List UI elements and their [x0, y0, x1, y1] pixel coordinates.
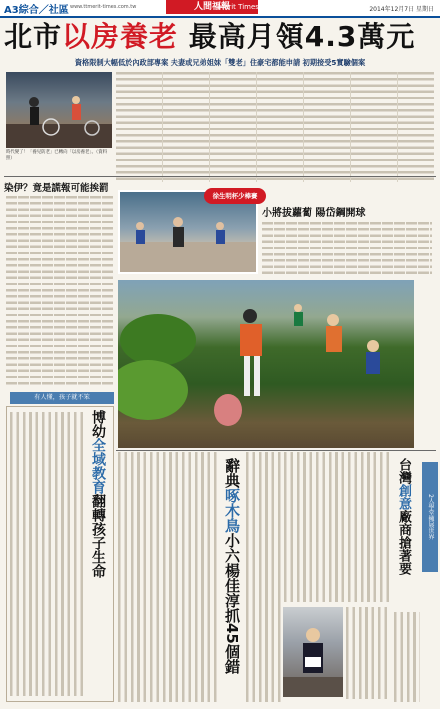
baseball-inset-figures	[120, 192, 256, 272]
student-figure	[283, 607, 343, 697]
taiwan-title-3: 廠商搶著要	[396, 510, 411, 575]
spelling-side-text	[246, 452, 282, 702]
main-headline	[4, 18, 436, 56]
education-title-2: 全域教育	[90, 438, 106, 494]
photo-caption: 時代變了！「養兒防老」已轉向「以房養老」。（資料照）	[6, 150, 107, 161]
radish-field-photo	[118, 280, 414, 448]
taiwan-article-text	[284, 452, 390, 602]
site-url: www.ttmerit-times.com.tw	[70, 4, 137, 10]
spelling-title	[222, 458, 243, 698]
taiwan-title-1: 台灣	[396, 458, 411, 484]
elderly-photo-figures	[6, 72, 112, 148]
taiwan-title-2: 創意	[396, 484, 411, 510]
spelling-title-1: 辭典	[223, 458, 241, 488]
education-title	[88, 410, 108, 680]
spelling-title-2: 啄木鳥	[223, 488, 241, 533]
masthead-logo: 人間福報	[166, 0, 258, 14]
spelling-article-text	[118, 452, 218, 702]
masthead-en: Merit Times	[218, 3, 259, 11]
left-article-text	[6, 196, 114, 386]
elderly-photo	[6, 72, 112, 148]
section-badge: 有人懂，孩子就不笨	[10, 392, 114, 404]
education-title-1: 博幼	[90, 410, 106, 438]
left-article-title: 染伊？竟是謊報可能挨罰	[4, 183, 109, 194]
sub-headline: 資格限制大幅低於內政部專案 夫妻或兄弟姐妹「雙老」住豪宅都能申請 初期接受5實驗個案	[74, 58, 366, 67]
spelling-title-number: 45	[223, 623, 241, 644]
headline-part3: 最高月領4.3萬元	[178, 20, 416, 53]
field-figures	[118, 280, 414, 448]
lead-article-text	[116, 72, 434, 182]
taiwan-side-text	[346, 607, 390, 699]
headline-part1: 北市	[4, 20, 63, 53]
taiwan-extra-text	[394, 612, 420, 702]
education-article-text	[10, 412, 84, 696]
education-title-3: 翻轉孩子生命	[90, 494, 106, 578]
baseball-article-text	[262, 222, 432, 276]
divider-mid	[116, 450, 436, 451]
spelling-title-4: 個錯	[223, 643, 241, 674]
student-photo	[283, 607, 343, 697]
taiwan-title	[394, 458, 413, 608]
divider-top	[4, 176, 436, 177]
issue-date: 2014年12月7日 星期日	[369, 6, 434, 13]
section-label: A3綜合／社區	[4, 5, 69, 16]
baseball-tag: 徐生明杯少棒賽	[204, 188, 266, 204]
headline-part2: 以房養老	[62, 20, 179, 53]
baseball-title: 小將拔蘿蔔 陽岱鋼開球	[262, 208, 366, 219]
side-ribbon: 2人學堂擁展世界	[422, 462, 438, 572]
spelling-title-3: 小六楊佳淳抓	[223, 533, 241, 623]
